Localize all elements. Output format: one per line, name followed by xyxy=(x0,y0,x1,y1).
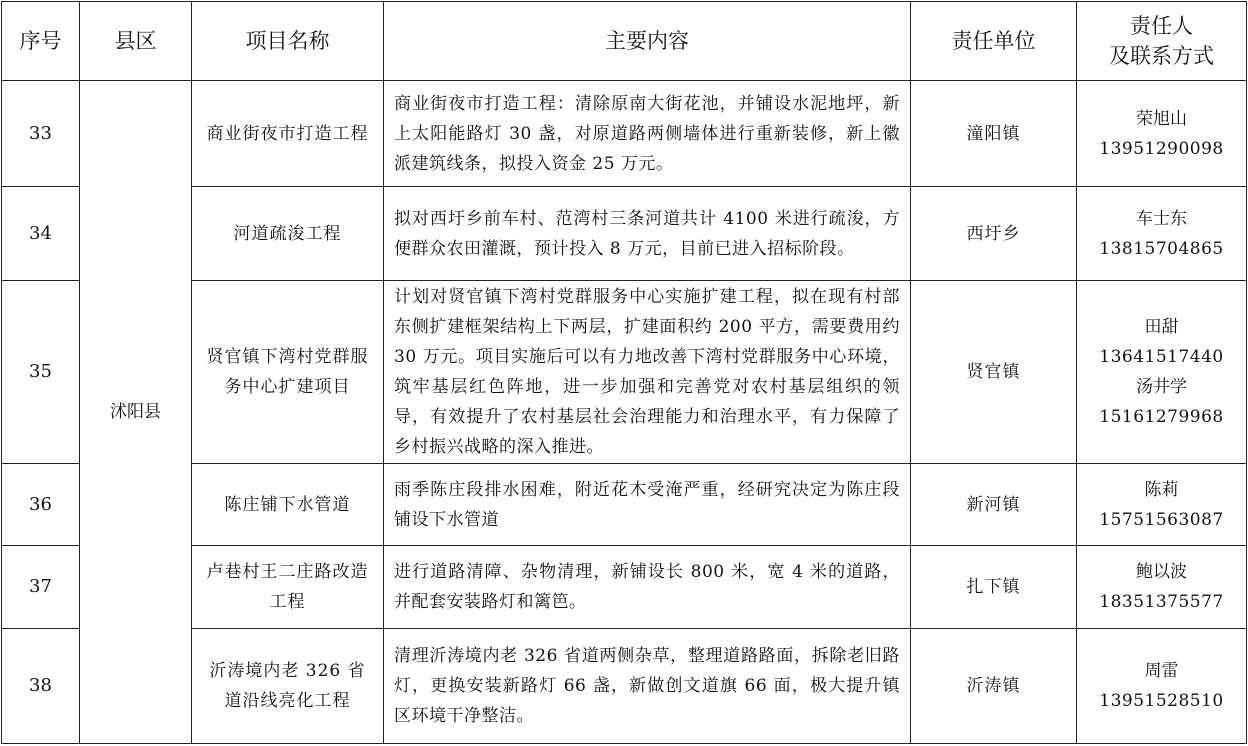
unit-cell: 沂涛镇 xyxy=(911,629,1077,744)
project-name-cell: 商业街夜市打造工程 xyxy=(192,81,384,187)
seq-cell: 34 xyxy=(2,187,80,281)
contact-phone: 18351375577 xyxy=(1099,592,1224,612)
contact-phone: 13951528510 xyxy=(1099,691,1224,711)
unit-cell: 新河镇 xyxy=(911,464,1077,546)
contact-cell xyxy=(1077,281,1247,464)
contact-name: 陈莉 xyxy=(1144,479,1179,500)
contact-name: 田甜 xyxy=(1144,317,1179,337)
contact-name: 汤井学 xyxy=(1136,377,1187,397)
contact-phone: 13815704865 xyxy=(1099,238,1224,259)
contact-phone: 13951290098 xyxy=(1099,138,1224,159)
content-cell: 商业街夜市打造工程：清除原南大街花池，并铺设水泥地坪，新上太阳能路灯 30 盏，对原道路两侧墙体进行重新装修，新上徽派建筑线条，拟投入资金 25 万元。 xyxy=(384,81,911,187)
content-cell: 拟对西圩乡前车村、范湾村三条河道共计 4100 米进行疏浚，方便群众农田灌溉，预计投入 8 万元，目前已进入招标阶段。 xyxy=(384,187,911,281)
header-project: 项目名称 xyxy=(192,2,384,81)
header-contact xyxy=(1077,2,1247,81)
header-content: 主要内容 xyxy=(384,2,911,81)
contact-cell xyxy=(1077,629,1247,744)
seq-cell: 38 xyxy=(2,629,80,744)
contact-phone: 15751563087 xyxy=(1099,509,1224,530)
project-name-cell: 沂涛境内老 326 省道沿线亮化工程 xyxy=(192,629,384,744)
header-unit: 责任单位 xyxy=(911,2,1077,81)
project-name-cell: 贤官镇下湾村党群服务中心扩建项目 xyxy=(192,281,384,464)
contact-cell xyxy=(1077,187,1247,281)
unit-cell: 潼阳镇 xyxy=(911,81,1077,187)
unit-cell: 扎下镇 xyxy=(911,546,1077,629)
contact-cell xyxy=(1077,464,1247,546)
contact-cell xyxy=(1077,81,1247,187)
project-name-cell: 卢巷村王二庄路改造工程 xyxy=(192,546,384,629)
project-name-cell: 河道疏浚工程 xyxy=(192,187,384,281)
seq-cell: 36 xyxy=(2,464,80,546)
content-cell: 进行道路清障、杂物清理，新铺设长 800 米，宽 4 米的道路，并配套安装路灯和篱笆。 xyxy=(384,546,911,629)
contact-name: 车士东 xyxy=(1136,208,1187,229)
contact-name: 周雷 xyxy=(1144,661,1179,681)
seq-cell: 33 xyxy=(2,81,80,187)
header-county: 县区 xyxy=(80,2,192,81)
unit-cell: 西圩乡 xyxy=(911,187,1077,281)
header-contact-line1: 责任人 xyxy=(1130,14,1193,38)
unit-cell: 贤官镇 xyxy=(911,281,1077,464)
content-cell: 清理沂涛境内老 326 省道两侧杂草，整理道路路面，拆除老旧路灯，更换安装新路灯 66 盏，新做创文道旗 66 面，极大提升镇区环境干净整洁。 xyxy=(384,629,911,744)
contact-phone: 13641517440 xyxy=(1099,347,1224,367)
seq-cell: 35 xyxy=(2,281,80,464)
header-seq: 序号 xyxy=(2,2,80,81)
seq-cell: 37 xyxy=(2,546,80,629)
county-cell: 沭阳县 xyxy=(80,81,192,744)
header-row xyxy=(2,2,1247,81)
contact-cell xyxy=(1077,546,1247,629)
contact-name: 鲍以波 xyxy=(1136,562,1187,582)
table-row xyxy=(2,81,1247,187)
content-cell: 雨季陈庄段排水困难，附近花木受淹严重，经研究决定为陈庄段铺设下水管道 xyxy=(384,464,911,546)
header-contact-line2: 及联系方式 xyxy=(1109,44,1214,68)
content-cell: 计划对贤官镇下湾村党群服务中心实施扩建工程，拟在现有村部东侧扩建框架结构上下两层，扩建面积约 200 平方，需要费用约 30 万元。项目实施后可以有力地改善下湾村党群服务中心环境，筑牢基层红色阵地，进一步加强和完善党对农村基层组织的领导，有效提升了农村基层社会治理能力和治理水平，有力保障了乡村振兴战略的深入推进。 xyxy=(384,281,911,464)
project-name-cell: 陈庄铺下水管道 xyxy=(192,464,384,546)
contact-phone: 15161279968 xyxy=(1099,407,1224,427)
project-table xyxy=(1,1,1247,744)
contact-name: 荣旭山 xyxy=(1136,108,1187,129)
